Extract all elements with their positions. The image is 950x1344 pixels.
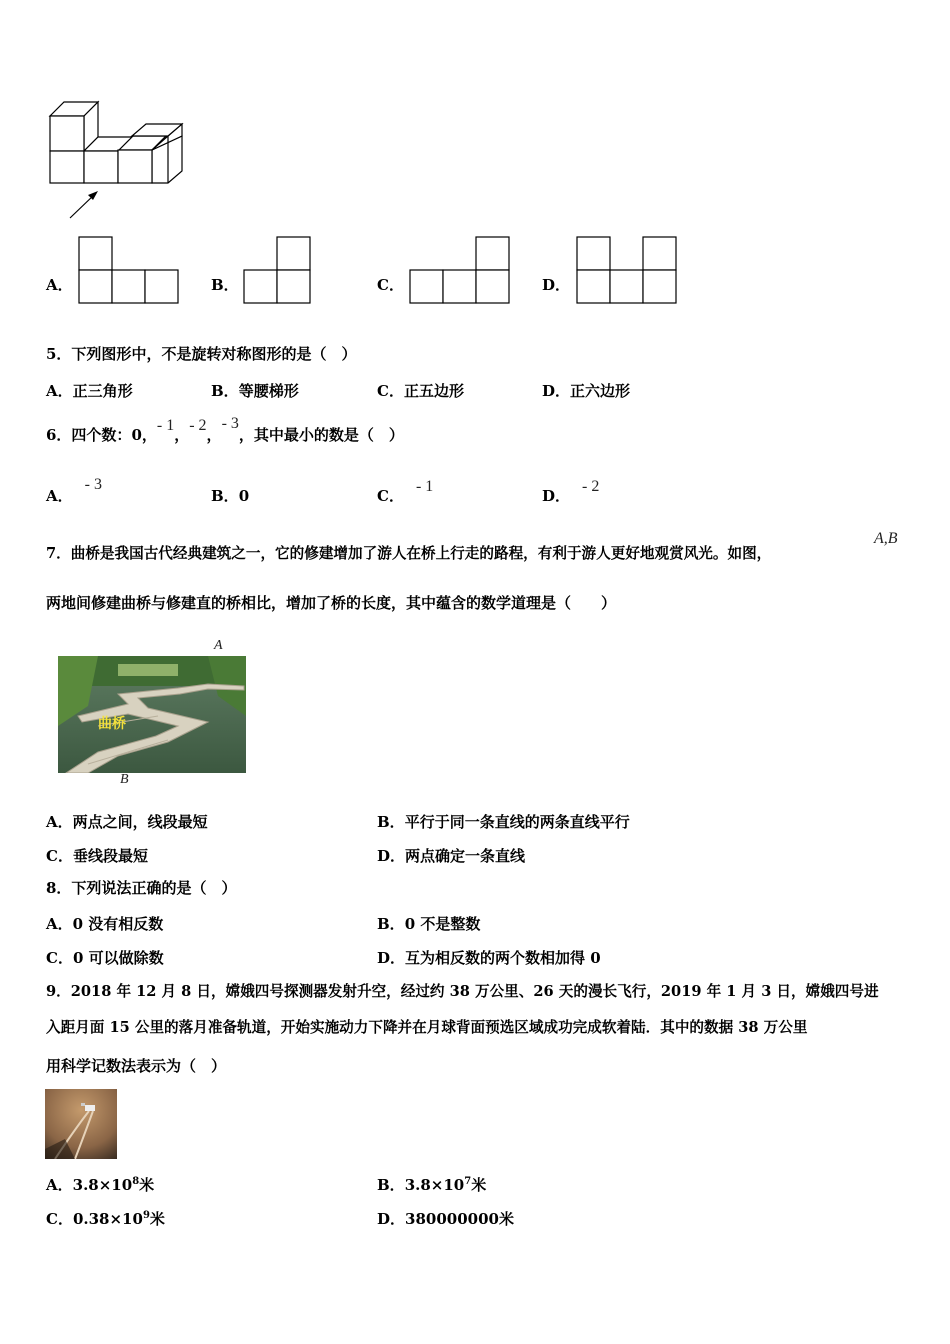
q7-label-b: B	[120, 772, 129, 787]
option-text: 平行于同一条直线的两条直线平行	[404, 813, 630, 831]
option-text: 两点确定一条直线	[405, 847, 526, 865]
q6-suffix: ，其中最小的数是（ ）	[238, 426, 404, 444]
option-text: 等腰梯形	[238, 382, 299, 400]
q9-option-b	[377, 1174, 486, 1195]
option-text: 垂线段最短	[72, 847, 148, 865]
q9-option-a	[46, 1174, 154, 1195]
cube-solid-figure	[40, 96, 190, 226]
option-letter: A．	[46, 813, 73, 831]
option-value: 0	[238, 487, 250, 505]
q6-separator: ，	[206, 426, 222, 444]
option-letter: B．	[377, 915, 405, 933]
bridge-caption: 曲桥	[98, 716, 126, 732]
q8-question: 8．下列说法正确的是（ ）	[46, 879, 237, 897]
option-letter: C．	[46, 847, 73, 865]
q9-line-3: 用科学记数法表示为（ ）	[46, 1057, 227, 1075]
q9-line-1: 9．2018 年 12 月 8 日，嫦娥四号探测器发射升空，经过约 38 万公里、26 天的漫长飞行，2019 年 1 月 3 日，嫦娥四号进	[46, 983, 879, 1000]
option-letter: D．	[377, 949, 406, 967]
q9-line-2: 入距月面 15 公里的落月准备轨道，开始实施动力下降并在月球背面预选区域成功完成软着陆．其中的数据 38 万公里	[46, 1019, 808, 1036]
option-letter: A．	[46, 1176, 73, 1194]
q6-option-c	[377, 478, 434, 506]
curved-bridge-photo	[58, 656, 246, 773]
q4-option-b-figure	[243, 236, 313, 306]
option-text: 0 可以做除数	[72, 949, 164, 967]
lunar-rover-photo	[45, 1089, 117, 1159]
q8-option-a	[46, 913, 163, 934]
q6-option-d	[542, 478, 600, 506]
option-value: - 3	[84, 476, 102, 493]
q5-option-b	[211, 380, 299, 401]
option-letter: D．	[542, 382, 571, 400]
option-letter: C．	[46, 1210, 73, 1228]
q7-line-1: 7．曲桥是我国古代经典建筑之一，它的修建增加了游人在桥上行走的路程，有利于游人更好地观赏风光。如图，	[46, 545, 772, 562]
option-letter: B．	[211, 382, 239, 400]
q8-option-d	[377, 947, 601, 968]
option-unit: 米	[498, 1210, 514, 1228]
option-text: 互为相反数的两个数相加得 0	[405, 949, 601, 967]
option-unit: 米	[149, 1210, 165, 1228]
option-letter: D．	[542, 487, 571, 505]
q6-option-b	[211, 485, 249, 506]
option-base: 3.8×10	[404, 1176, 465, 1194]
option-text: 正五边形	[403, 382, 464, 400]
q6-number-3: - 3	[221, 415, 239, 432]
option-exponent: 9	[142, 1210, 150, 1221]
q4-option-c-figure	[409, 236, 511, 306]
option-letter: A．	[46, 915, 73, 933]
q7-option-a	[46, 811, 208, 832]
option-letter: D．	[377, 1210, 406, 1228]
q6-option-a	[46, 476, 102, 506]
option-text: 正三角形	[72, 382, 133, 400]
q8-option-c	[46, 947, 164, 968]
q7-option-d	[377, 845, 525, 866]
option-exponent: 7	[464, 1176, 472, 1187]
option-value: - 2	[582, 478, 600, 495]
option-exponent: 8	[132, 1176, 140, 1187]
option-letter: B．	[377, 1176, 405, 1194]
q6-number-2: - 2	[189, 417, 207, 434]
q4-option-a-figure	[78, 236, 180, 306]
q7-label-a: A	[214, 638, 223, 653]
q4-option-a-letter: A．	[46, 276, 73, 294]
q5-option-d	[542, 380, 630, 401]
option-letter: C．	[377, 382, 404, 400]
option-base: 0.38×10	[72, 1210, 143, 1228]
q4-option-b-letter: B．	[211, 276, 239, 294]
option-letter: A．	[46, 382, 73, 400]
option-base: 3.8×10	[72, 1176, 133, 1194]
option-letter: C．	[377, 487, 404, 505]
q4-option-d-figure	[576, 236, 678, 306]
q4-option-d-letter: D．	[542, 276, 571, 294]
q7-line-2: 两地间修建曲桥与修建直的桥相比，增加了桥的长度，其中蕴含的数学道理是（ ）	[46, 594, 617, 612]
q4-option-c-letter: C．	[377, 276, 404, 294]
option-text: 两点之间，线段最短	[72, 813, 208, 831]
option-letter: C．	[46, 949, 73, 967]
option-text: 0 不是整数	[404, 915, 481, 933]
q7-option-c	[46, 845, 148, 866]
option-text: 正六边形	[570, 382, 631, 400]
q9-option-c	[46, 1208, 165, 1229]
option-value: - 1	[415, 478, 434, 495]
option-unit: 米	[471, 1176, 487, 1194]
q5-question: 5．下列图形中，不是旋转对称图形的是（ ）	[46, 345, 357, 363]
q5-option-a	[46, 380, 133, 401]
option-base: 380000000	[405, 1210, 499, 1228]
option-letter: B．	[377, 813, 405, 831]
q6-prefix: 6．四个数：0，	[46, 426, 157, 444]
option-letter: B．	[211, 487, 239, 505]
option-letter: D．	[377, 847, 406, 865]
q9-option-d	[377, 1208, 514, 1229]
q5-option-c	[377, 380, 464, 401]
q6-number-1: - 1	[156, 417, 175, 434]
q7-points-ab: A,B	[874, 530, 898, 547]
option-letter: A．	[46, 487, 73, 505]
q8-option-b	[377, 913, 480, 934]
option-text: 0 没有相反数	[72, 915, 164, 933]
q7-option-b	[377, 811, 630, 832]
option-unit: 米	[139, 1176, 155, 1194]
q6-separator: ，	[174, 426, 190, 444]
q6-question	[46, 415, 404, 446]
